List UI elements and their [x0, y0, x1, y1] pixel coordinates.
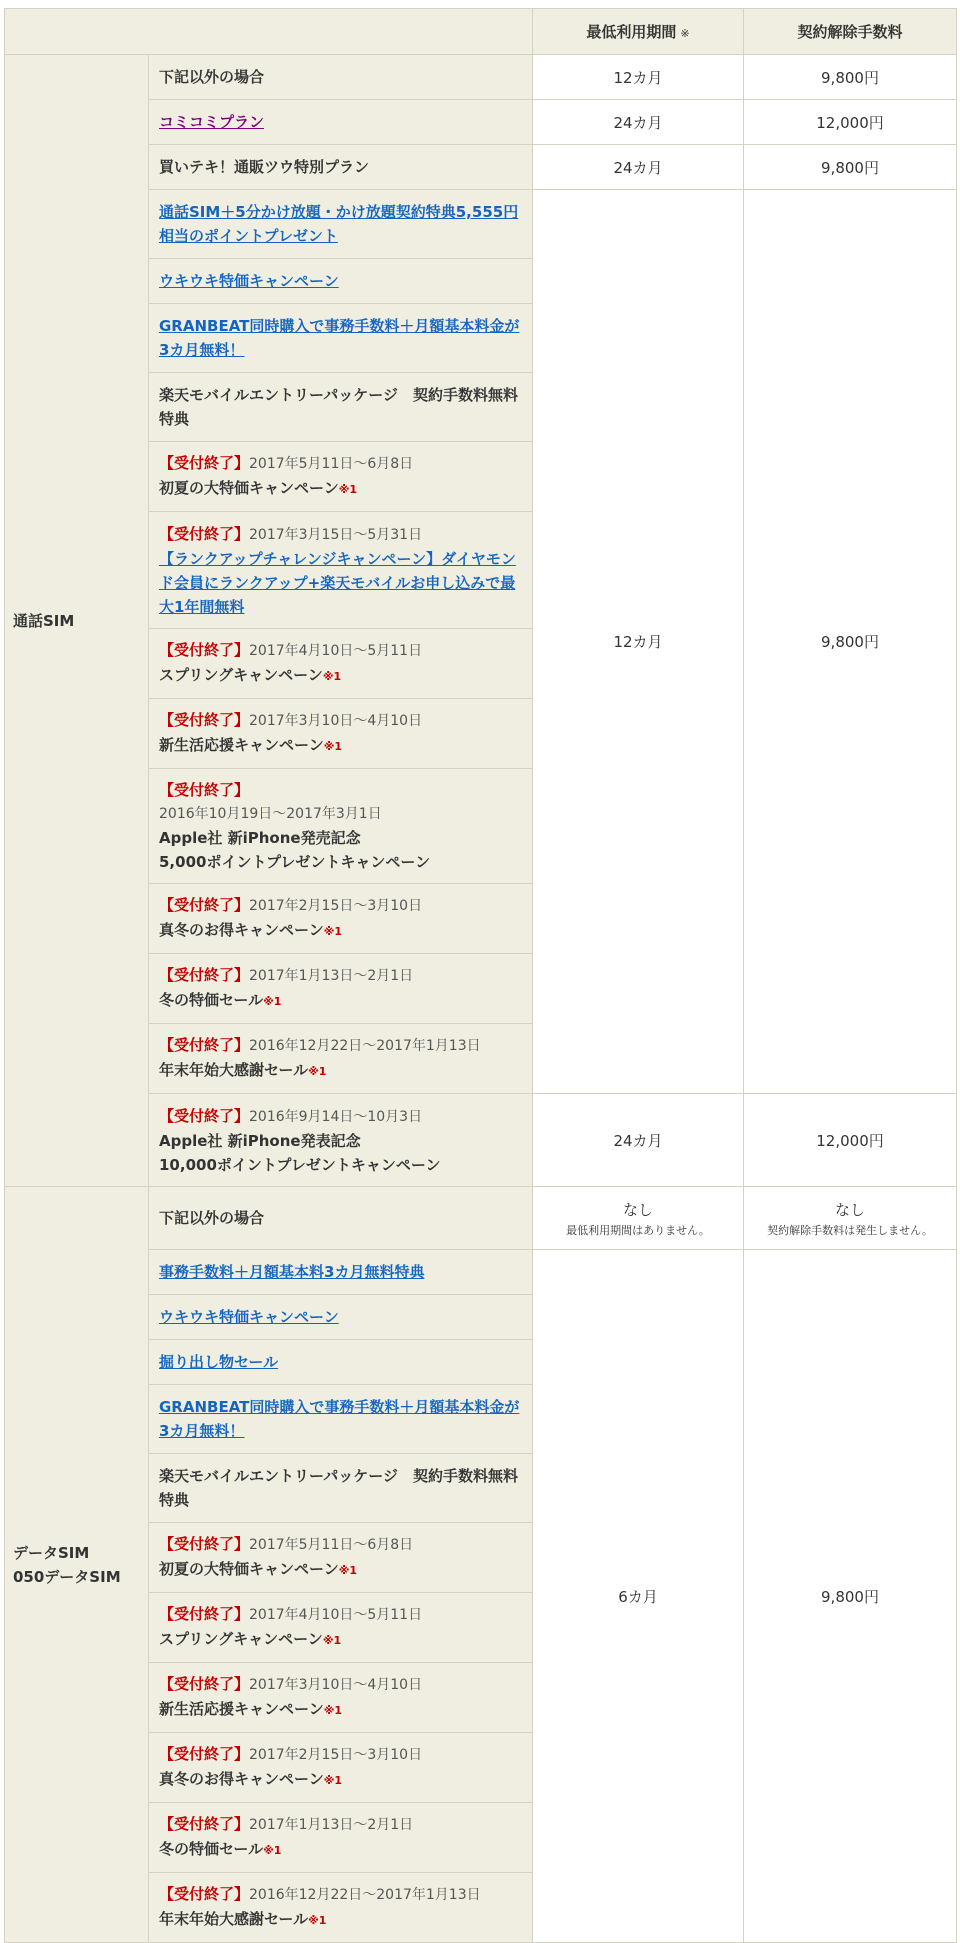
campaign-name: 冬の特価セール [159, 991, 264, 1009]
plan-name [149, 699, 533, 769]
plan-name [149, 304, 533, 373]
plan-name: 買いテキ！通販ツウ特別プラン [149, 145, 533, 190]
plan-name [149, 884, 533, 954]
ended-tag: 【受付終了】 [159, 641, 250, 659]
campaign-link[interactable]: GRANBEAT同時購入で事務手数料＋月額基本料金が3カ月無料！ [159, 1398, 520, 1440]
plan-name [149, 442, 533, 512]
plan-name [149, 1024, 533, 1094]
header-blank [5, 9, 533, 55]
ended-tag: 【受付終了】 [159, 524, 250, 543]
plan-name [149, 954, 533, 1024]
plan-name [149, 1663, 533, 1733]
footnote-mark: ※1 [263, 995, 282, 1008]
min-period: 24カ月 [533, 1094, 744, 1187]
ended-tag: 【受付終了】 [159, 1745, 250, 1763]
campaign-date: 2016年9月14日〜10月3日 [249, 1108, 423, 1125]
footnote-mark: ※1 [323, 925, 343, 938]
footnote-mark: ※1 [323, 740, 343, 753]
plan-name [149, 1803, 533, 1873]
campaign-link[interactable]: 通話SIM＋5分かけ放題・かけ放題契約特典5,555円相当のポイントプレゼント [159, 203, 519, 245]
plan-name [149, 1733, 533, 1803]
footnote-mark: ※1 [323, 1774, 343, 1787]
footnote-mark: ※1 [338, 1564, 358, 1577]
campaign-date: 2017年1月13日〜2月1日 [249, 1817, 414, 1833]
campaign-date: 2017年4月10日〜5月11日 [249, 1607, 423, 1623]
campaign-date: 2017年3月10日〜4月10日 [249, 1677, 423, 1693]
plan-name [149, 1873, 533, 1943]
ended-tag: 【受付終了】 [159, 896, 250, 914]
plan-name [149, 1523, 533, 1593]
campaign-name: 年末年始大感謝セール [159, 1061, 309, 1079]
table-header-row [5, 9, 957, 55]
plan-name: 下記以外の場合 [149, 55, 533, 100]
campaign-date: 2017年5月11日〜6月8日 [249, 1537, 414, 1553]
ended-tag: 【受付終了】 [159, 1675, 250, 1693]
campaign-date: 2016年10月19日〜2017年3月1日 [159, 806, 382, 822]
plan-name [149, 1593, 533, 1663]
category-data-sim [5, 1187, 149, 1943]
cancel-fee: 9,800円 [744, 190, 957, 1094]
footnote-mark: ※1 [263, 1844, 282, 1857]
ended-tag: 【受付終了】 [159, 1106, 250, 1125]
campaign-date: 2017年2月15日〜3月10日 [249, 1747, 423, 1763]
ended-tag: 【受付終了】 [159, 1605, 250, 1623]
ended-tag: 【受付終了】 [159, 966, 250, 984]
ended-tag: 【受付終了】 [159, 1535, 250, 1553]
cancel-fee: 12,000円 [744, 100, 957, 145]
min-period: 24カ月 [533, 145, 744, 190]
table-row [5, 1187, 957, 1250]
cancel-fee: なし 契約解除手数料は発生しません。 [744, 1187, 957, 1250]
footnote-mark: ※1 [323, 1704, 343, 1717]
campaign-date: 2017年3月15日〜5月31日 [249, 526, 423, 543]
plan-name [149, 1094, 533, 1187]
campaign-date: 2017年4月10日〜5月11日 [249, 643, 423, 659]
category-voice-sim: 通話SIM [5, 55, 149, 1187]
plan-link-komikomi[interactable]: コミコミプラン [159, 113, 265, 131]
campaign-link[interactable]: ウキウキ特価キャンペーン [159, 1308, 339, 1326]
plan-name [149, 190, 533, 259]
campaign-link[interactable]: ウキウキ特価キャンペーン [159, 272, 339, 290]
campaign-name: 初夏の大特価キャンペーン [159, 479, 339, 497]
plan-name: 楽天モバイルエントリーパッケージ 契約手数料無料特典 [149, 373, 533, 442]
cancel-fee: 9,800円 [744, 1250, 957, 1943]
header-cancel-fee: 契約解除手数料 [744, 9, 957, 55]
min-period: 12カ月 [533, 190, 744, 1094]
campaign-link[interactable]: 掘り出し物セール [159, 1353, 279, 1371]
campaign-name: 5,000ポイントプレゼントキャンペーン [159, 853, 431, 871]
cancel-fee: 9,800円 [744, 145, 957, 190]
plan-name [149, 512, 533, 629]
campaign-name: 10,000ポイントプレゼントキャンペーン [159, 1155, 441, 1174]
ended-tag: 【受付終了】 [159, 1815, 250, 1833]
footnote-mark: ※1 [308, 1914, 327, 1927]
campaign-name: Apple社 新iPhone発売記念 [159, 829, 361, 847]
plan-name [149, 1250, 533, 1295]
plan-name [149, 1295, 533, 1340]
campaign-name: 冬の特価セール [159, 1840, 264, 1858]
campaign-date: 2017年1月13日〜2月1日 [249, 968, 414, 984]
campaign-date: 2016年12月22日〜2017年1月13日 [249, 1887, 481, 1903]
table-row [5, 55, 957, 100]
category-label: 050データSIM [13, 1567, 121, 1586]
campaign-name: スプリングキャンペーン [159, 666, 323, 684]
plan-name [149, 769, 533, 884]
campaign-name: 年末年始大感謝セール [159, 1910, 309, 1928]
campaign-date: 2017年2月15日〜3月10日 [249, 898, 423, 914]
cancel-fee: 9,800円 [744, 55, 957, 100]
plan-name [149, 259, 533, 304]
plan-name: 下記以外の場合 [149, 1187, 533, 1250]
footnote-mark: ※1 [338, 483, 358, 496]
header-min-period-mark: ※ [680, 27, 690, 40]
campaign-link[interactable]: 事務手数料＋月額基本料3カ月無料特典 [159, 1263, 425, 1281]
campaign-date: 2017年5月11日〜6月8日 [249, 456, 414, 472]
campaign-date: 2017年3月10日〜4月10日 [249, 713, 423, 729]
footnote-mark: ※1 [308, 1065, 327, 1078]
campaign-name: 真冬のお得キャンペーン [159, 1770, 324, 1788]
min-period: 24カ月 [533, 100, 744, 145]
category-label: データSIM [13, 1543, 90, 1562]
campaign-link[interactable]: GRANBEAT同時購入で事務手数料＋月額基本料金が3カ月無料！ [159, 317, 520, 359]
ended-tag: 【受付終了】 [159, 1036, 250, 1054]
plan-comparison-table [4, 8, 957, 1943]
ended-tag: 【受付終了】 [159, 781, 250, 799]
plan-name [149, 100, 533, 145]
min-period: なし 最低利用期間はありません。 [533, 1187, 744, 1250]
ended-tag: 【受付終了】 [159, 454, 250, 472]
plan-name [149, 1340, 533, 1385]
campaign-name: 新生活応援キャンペーン [159, 736, 324, 754]
plan-name [149, 1385, 533, 1454]
campaign-name: Apple社 新iPhone発表記念 [159, 1131, 361, 1150]
ended-tag: 【受付終了】 [159, 1885, 250, 1903]
plan-name [149, 629, 533, 699]
min-period: 6カ月 [533, 1250, 744, 1943]
campaign-name: スプリングキャンペーン [159, 1630, 323, 1648]
ended-tag: 【受付終了】 [159, 711, 250, 729]
campaign-name: 初夏の大特価キャンペーン [159, 1560, 339, 1578]
cancel-fee: 12,000円 [744, 1094, 957, 1187]
plan-name: 楽天モバイルエントリーパッケージ 契約手数料無料特典 [149, 1454, 533, 1523]
header-min-period: 最低利用期間 ※ [533, 9, 744, 55]
min-period: 12カ月 [533, 55, 744, 100]
min-period-note: 最低利用期間はありません。 [566, 1223, 710, 1237]
footnote-mark: ※1 [322, 1634, 342, 1647]
cancel-fee-note: 契約解除手数料は発生しません。 [767, 1223, 933, 1237]
campaign-name: 新生活応援キャンペーン [159, 1700, 324, 1718]
footnote-mark: ※1 [322, 670, 342, 683]
campaign-name: 真冬のお得キャンペーン [159, 921, 324, 939]
campaign-link[interactable]: 【ランクアップチャレンジキャンペーン】ダイヤモンド会員にランクアップ+楽天モバイルお申し込みで最大1年間無料 [159, 549, 516, 616]
campaign-date: 2016年12月22日〜2017年1月13日 [249, 1038, 481, 1054]
